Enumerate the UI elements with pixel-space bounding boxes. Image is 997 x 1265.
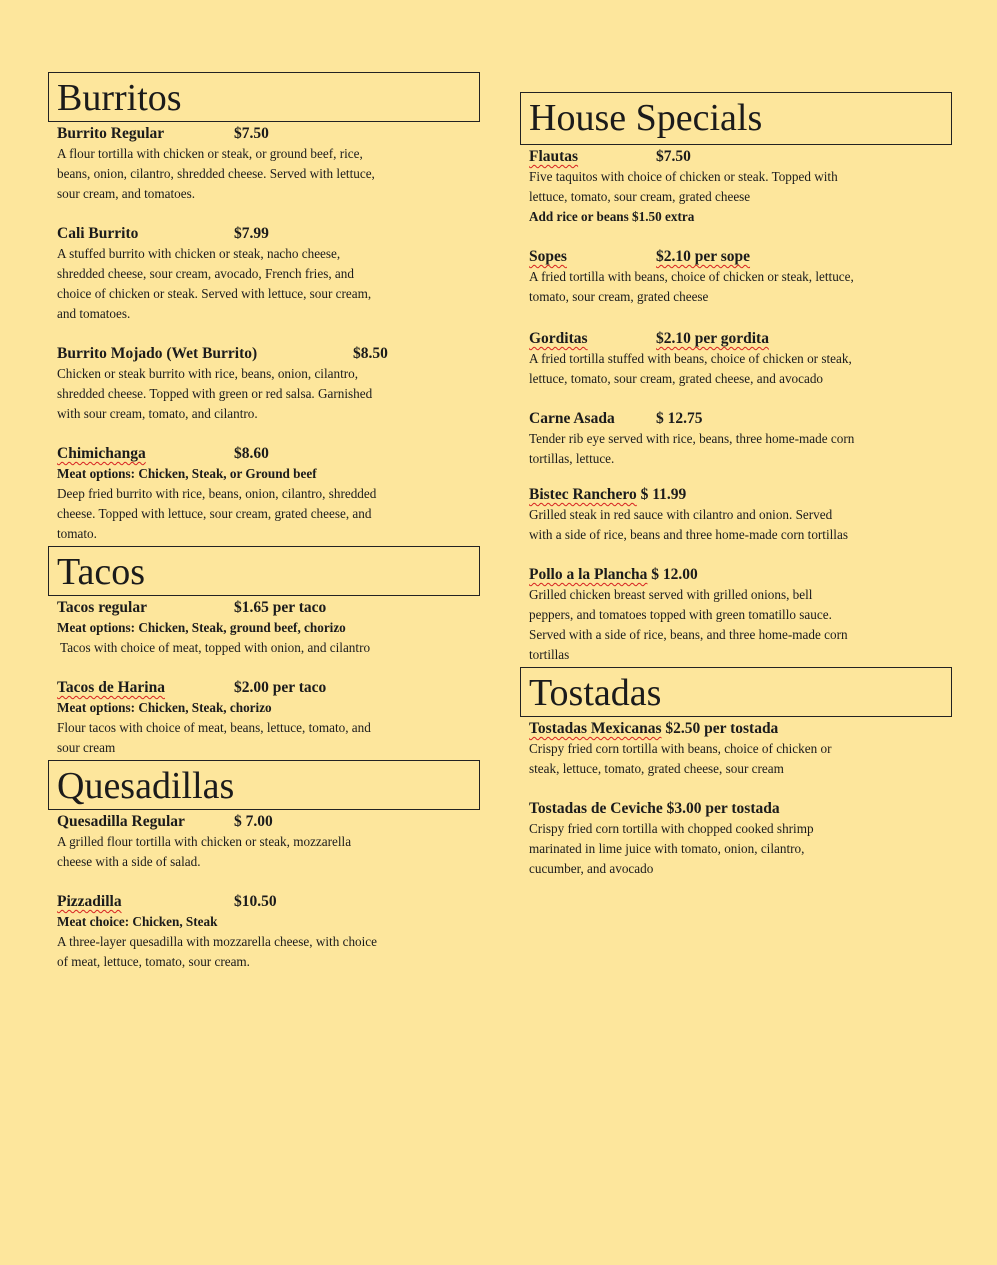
- menu-item: [57, 598, 480, 658]
- item-desc: A fried tortilla stuffed with beans, choice of chicken or steak,: [529, 351, 852, 366]
- item-desc: Tacos with choice of meat, topped with onion, and cilantro: [57, 640, 371, 655]
- item-name: Flautas: [529, 148, 579, 165]
- item-extra: Add rice or beans $1.50 extra: [529, 209, 695, 224]
- item-desc: A grilled flour tortilla with chicken or steak, mozzarella: [57, 834, 352, 849]
- item-price: $ 12.75: [656, 410, 703, 427]
- item-meat-options: Meat options: Chicken, Steak, ground beef, chorizo: [57, 620, 346, 635]
- item-price: $7.99: [234, 225, 269, 242]
- item-meat-options: Meat options: Chicken, Steak, or Ground beef: [57, 466, 317, 481]
- item-desc: steak, lettuce, tomato, grated cheese, sour cream: [529, 761, 784, 776]
- menu-item: [57, 444, 480, 544]
- item-desc: choice of chicken or steak. Served with lettuce, sour cream,: [57, 286, 372, 301]
- section-heading: House Specials: [520, 92, 952, 145]
- section-quesadillas: [48, 760, 480, 972]
- item-name: Burrito Regular: [57, 125, 165, 142]
- item-name: Quesadilla Regular: [57, 813, 185, 830]
- item-price: $3.00 per tostada: [666, 800, 780, 817]
- section-heading: Quesadillas: [48, 760, 480, 810]
- item-desc: with sour cream, tomato, and cilantro.: [57, 406, 258, 421]
- right-column: [520, 92, 952, 899]
- item-price: $1.65 per taco: [234, 599, 327, 616]
- item-name: Tostadas Mexicanas: [529, 720, 662, 737]
- item-desc: lettuce, tomato, sour cream, grated cheese: [529, 189, 751, 204]
- item-desc: cheese with a side of salad.: [57, 854, 201, 869]
- section-tacos: [48, 546, 480, 758]
- item-desc: A three-layer quesadilla with mozzarella cheese, with choice: [57, 934, 378, 949]
- item-desc: A flour tortilla with chicken or steak, or ground beef, rice,: [57, 146, 363, 161]
- item-desc: tomato, sour cream, grated cheese: [529, 289, 709, 304]
- section-tostadas: [520, 667, 952, 879]
- section-heading: Tostadas: [520, 667, 952, 717]
- item-name: Carne Asada: [529, 410, 615, 427]
- item-desc: Chicken or steak burrito with rice, beans, onion, cilantro,: [57, 366, 359, 381]
- item-name: Bistec Ranchero: [529, 486, 637, 503]
- menu-item: [57, 678, 480, 758]
- item-desc: A stuffed burrito with chicken or steak, nacho cheese,: [57, 246, 341, 261]
- item-desc: and tomatoes.: [57, 306, 131, 321]
- item-name: Gorditas: [529, 330, 588, 347]
- item-desc: sour cream, and tomatoes.: [57, 186, 196, 201]
- item-price: $2.10 per sope: [656, 248, 751, 265]
- item-desc: beans, onion, cilantro, shredded cheese. Served with lettuce,: [57, 166, 375, 181]
- item-desc: of meat, lettuce, tomato, sour cream.: [57, 954, 250, 969]
- item-name: Tacos de Harina: [57, 679, 165, 696]
- menu-item: [57, 812, 480, 872]
- item-desc: tomato.: [57, 526, 97, 541]
- menu-item: [529, 409, 952, 469]
- menu-item: [529, 719, 952, 779]
- item-price: $2.10 per gordita: [656, 330, 769, 347]
- item-name: Tacos regular: [57, 599, 147, 616]
- item-price: $7.50: [234, 125, 269, 142]
- item-price: $ 7.00: [234, 813, 273, 830]
- item-desc: tortillas: [529, 647, 570, 662]
- item-desc: cheese. Topped with lettuce, sour cream, grated cheese, and: [57, 506, 372, 521]
- section-burritos: [48, 72, 480, 544]
- section-heading: Tacos: [48, 546, 480, 596]
- item-price: $ 11.99: [640, 486, 687, 503]
- item-desc: A fried tortilla with beans, choice of chicken or steak, lettuce,: [529, 269, 854, 284]
- item-name: Pizzadilla: [57, 893, 122, 910]
- item-desc: shredded cheese. Topped with green or red salsa. Garnished: [57, 386, 373, 401]
- item-desc: Grilled steak in red sauce with cilantro and onion. Served: [529, 507, 833, 522]
- item-desc: lettuce, tomato, sour cream, grated cheese, and avocado: [529, 371, 824, 386]
- menu-item: [529, 329, 952, 389]
- item-name: Sopes: [529, 248, 567, 265]
- item-price: $10.50: [234, 893, 277, 910]
- item-desc: Tender rib eye served with rice, beans, three home-made corn: [529, 431, 855, 446]
- menu-item: [529, 799, 952, 879]
- item-desc: shredded cheese, sour cream, avocado, French fries, and: [57, 266, 354, 281]
- section-house-specials: [520, 92, 952, 665]
- item-meat-options: Meat choice: Chicken, Steak: [57, 914, 218, 929]
- item-price: $8.60: [234, 445, 269, 462]
- menu-item: [57, 224, 480, 324]
- item-desc: Crispy fried corn tortilla with beans, choice of chicken or: [529, 741, 832, 756]
- menu-item: [529, 565, 952, 665]
- item-price: $2.50 per tostada: [665, 720, 779, 737]
- section-heading: Burritos: [48, 72, 480, 122]
- item-desc: Five taquitos with choice of chicken or steak. Topped with: [529, 169, 838, 184]
- item-price: $8.50: [353, 345, 388, 362]
- item-desc: Grilled chicken breast served with grilled onions, bell: [529, 587, 813, 602]
- item-desc: tortillas, lettuce.: [529, 451, 615, 466]
- item-desc: Served with a side of rice, beans, and three home-made corn: [529, 627, 848, 642]
- menu-item: [529, 485, 952, 545]
- item-name: Pollo a la Plancha: [529, 566, 648, 583]
- item-price: $ 12.00: [651, 566, 698, 583]
- item-desc: sour cream: [57, 740, 116, 755]
- item-desc: cucumber, and avocado: [529, 861, 654, 876]
- item-desc: marinated in lime juice with tomato, onion, cilantro,: [529, 841, 805, 856]
- menu-item: [57, 892, 480, 972]
- item-price: $7.50: [656, 148, 691, 165]
- item-desc: Crispy fried corn tortilla with chopped cooked shrimp: [529, 821, 814, 836]
- menu-item: [57, 124, 480, 204]
- item-desc: Flour tacos with choice of meat, beans, lettuce, tomato, and: [57, 720, 371, 735]
- item-meat-options: Meat options: Chicken, Steak, chorizo: [57, 700, 272, 715]
- menu-item: [57, 344, 480, 424]
- item-desc: peppers, and tomatoes topped with green tomatillo sauce.: [529, 607, 832, 622]
- item-price: $2.00 per taco: [234, 679, 327, 696]
- item-name: Tostadas de Ceviche: [529, 800, 663, 817]
- item-name: Chimichanga: [57, 445, 146, 462]
- menu-item: [529, 147, 952, 227]
- item-name: Burrito Mojado (Wet Burrito): [57, 345, 258, 362]
- item-desc: with a side of rice, beans and three home-made corn tortillas: [529, 527, 848, 542]
- menu-item: [529, 247, 952, 307]
- item-name: Cali Burrito: [57, 225, 139, 242]
- left-column: [48, 72, 480, 992]
- item-desc: Deep fried burrito with rice, beans, onion, cilantro, shredded: [57, 486, 377, 501]
